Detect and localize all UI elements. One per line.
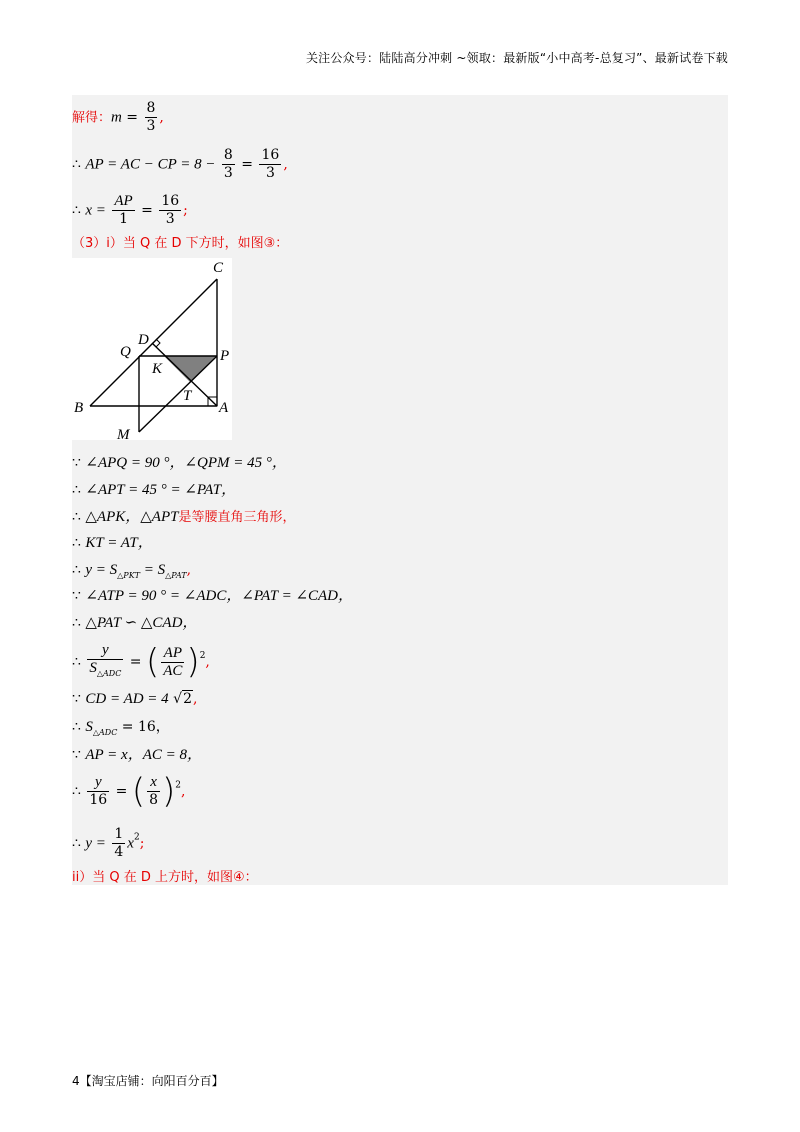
step-1: ∵ ∠APQ = 90 °，∠QPM = 45 °，	[72, 455, 287, 471]
geometry-diagram	[72, 258, 232, 440]
var-m: m	[111, 109, 122, 126]
step-13: ∴ y = $\frac{1}{4}$ $x^2$;	[72, 826, 145, 860]
step-10: ∴ $S_{\triangle ADC} = 16$，	[72, 719, 170, 737]
page-number: 4	[72, 1074, 80, 1088]
solution-line-2: ∴ AP = AC − CP = 8 − $\frac{8}{3}$ = $\frac{16}{3}$ ,	[72, 147, 288, 181]
solution-line-1: 解得：m = $\frac{8}{3}$ ,	[72, 100, 164, 134]
label-M: M	[117, 427, 130, 440]
shop-name: 【淘宝店铺：向阳百分百】	[79, 1074, 224, 1088]
page-header: 关注公众号：陆陆高分冲刺 ~领取：最新版“小中高考-总复习”、最新试卷下载	[305, 51, 728, 65]
label-K: K	[152, 361, 163, 377]
step-7: ∴ △PAT ∽ △CAD，	[72, 615, 198, 631]
part-3-heading: （3）i）当 Q 在 D 下方时，如图③：	[72, 236, 289, 251]
label-D: D	[138, 332, 149, 348]
shaded-triangle	[164, 356, 216, 382]
solution-line-3: ∴ x = $\frac{AP}{1}$ = $\frac{16}{3}$ ;	[72, 193, 188, 227]
label-B: B	[74, 400, 84, 416]
label-Q: Q	[120, 344, 131, 360]
step-5: ∴ $y = S_{\triangle PKT} = S_{\triangle PAT}$,	[72, 562, 192, 580]
label-P: P	[220, 348, 230, 364]
step-8: ∴ $\frac{y}{S_{\triangle ADC}}$ = ( $\frac{AP}{AC}$ )$^2$,	[72, 642, 210, 682]
label-T: T	[183, 388, 192, 404]
label-C: C	[213, 260, 224, 276]
step-6: ∵ ∠ATP = 90 ° = ∠ADC，∠PAT = ∠CAD，	[72, 588, 354, 604]
step-12: ∴ $\frac{y}{16}$ = ( $\frac{x}{8}$ )$^2$,	[72, 771, 186, 812]
step-11: ∵ AP = x，AC = 8，	[72, 747, 202, 763]
step-4: ∴ KT = AT，	[72, 535, 153, 551]
label-A: A	[219, 400, 229, 416]
page-footer	[72, 1072, 224, 1089]
part-ii-heading: ii）当 Q 在 D 上方时，如图④：	[72, 870, 258, 885]
jiede-label: 解得：	[72, 110, 112, 126]
fraction-8-3: $\frac{8}{3}$	[146, 100, 156, 134]
step-2: ∴ ∠APT = 45 ° = ∠PAT，	[72, 482, 237, 498]
figure-3	[72, 258, 232, 440]
step-3: ∴ △APK，△APT是等腰直角三角形，	[72, 509, 296, 525]
step-9: ∵ CD = AD = 4 √2,	[72, 691, 198, 707]
